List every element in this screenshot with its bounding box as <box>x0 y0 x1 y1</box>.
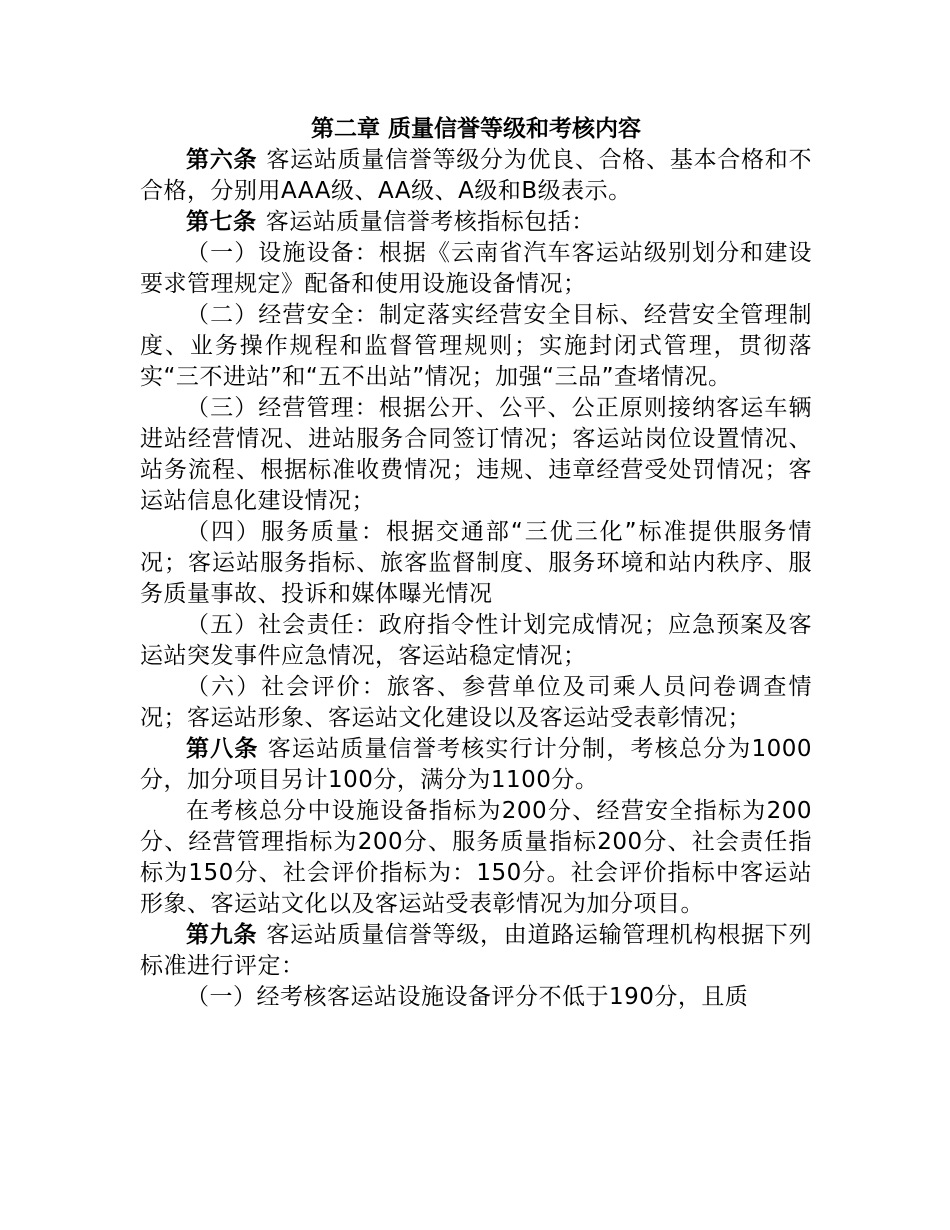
paragraph-item-1 <box>140 238 812 300</box>
paragraph-text: （二）经营安全：制定落实经营安全目标、经营安全管理制度、业务操作规程和监督管理规则；实施封闭式管理，贯彻落实“三不进站”和“五不出站”情况；加强“三品”查堵情况。 <box>140 302 812 390</box>
paragraph-text: （五）社会责任：政府指令性计划完成情况；应急预案及客运站突发事件应急情况，客运站稳定情况； <box>140 612 812 669</box>
paragraph-text: （一）设施设备：根据《云南省汽车客运站级别划分和建设要求管理规定》配备和使用设施设备情况； <box>140 240 812 297</box>
paragraph-article-8 <box>140 734 812 796</box>
article-number: 第七条 <box>186 209 257 235</box>
paragraph-text: （四）服务质量：根据交通部“三优三化”标准提供服务情况；客运站服务指标、旅客监督制度、服务环境和站内秩序、服务质量事故、投诉和媒体曝光情况 <box>140 519 812 607</box>
paragraph-item-2 <box>140 300 812 393</box>
article-number: 第九条 <box>186 922 258 948</box>
paragraph-item-3 <box>140 393 812 517</box>
paragraph-text: （一）经考核客运站设施设备评分不低于190分，且质 <box>186 984 749 1010</box>
paragraph-article-9 <box>140 920 812 982</box>
paragraph-item-5 <box>140 610 812 672</box>
document-body <box>140 114 812 1013</box>
paragraph-text: （三）经营管理：根据公开、公平、公正原则接纳客运车辆进站经营情况、进站服务合同签订情况；客运站岗位设置情况、站务流程、根据标准收费情况；违规、违章经营受处罚情况；客运站信息化建设情况； <box>140 395 812 514</box>
article-number: 第八条 <box>186 736 259 762</box>
paragraph-item-6 <box>140 672 812 734</box>
paragraph-scoring <box>140 796 812 920</box>
chapter-title: 第二章 质量信誉等级和考核内容 <box>310 116 641 142</box>
paragraph-article-7 <box>140 207 812 238</box>
paragraph-text: 客运站质量信誉等级分为优良、合格、基本合格和不合格，分别用AAA级、AA级、A级和B级表示。 <box>140 147 813 204</box>
paragraph-article-6 <box>140 145 812 207</box>
article-number: 第六条 <box>186 147 258 173</box>
paragraph-text: 客运站质量信誉考核实行计分制，考核总分为1000分，加分项目另计100分，满分为1100分。 <box>140 736 812 793</box>
paragraph-item-4 <box>140 517 812 610</box>
paragraph-text: 在考核总分中设施设备指标为200分、经营安全指标为200分、经营管理指标为200分、服务质量指标200分、社会责任指标为150分、社会评价指标为：150分。社会评价指标中客运站形象、客运站文化以及客运站受表彰情况为加分项目。 <box>140 798 812 917</box>
paragraph-criteria-1 <box>140 982 812 1013</box>
paragraph-text: 客运站质量信誉等级，由道路运输管理机构根据下列标准进行评定： <box>140 922 813 979</box>
paragraph-text: （六）社会评价：旅客、参营单位及司乘人员问卷调查情况；客运站形象、客运站文化建设以及客运站受表彰情况； <box>140 674 812 731</box>
paragraph-text: 客运站质量信誉考核指标包括： <box>265 209 595 235</box>
